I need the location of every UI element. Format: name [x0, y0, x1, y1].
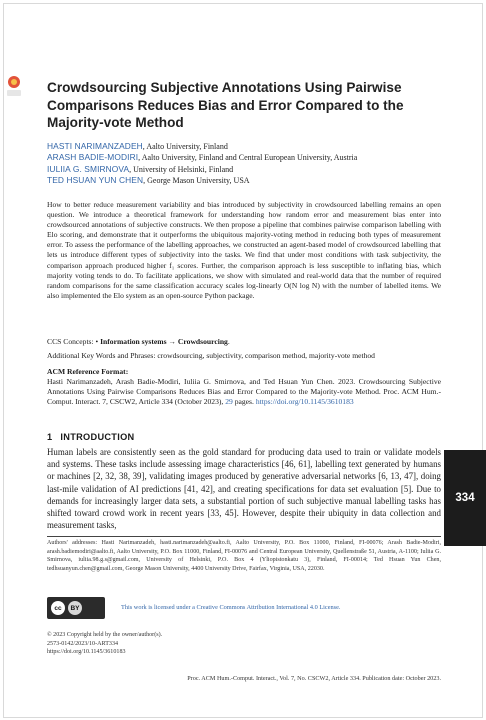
introduction-paragraph: Human labels are consistently seen as the gold standard for producing data used to train or validate models and systems. These tasks include assessing image characteristics [46, 61], labelling text generated by humans or machines [2, 32, 38, 39], validating images produced by generative adversarial networks [6, 13, 47], doing last-mile validation of AI predictions [41, 42], and creating specifications for data set evaluation [5]. Due to demands for increasingly larger data sets, a substantial portion of such subjective manual labelling tasks has shifted toward crowd work in recent years [33, 45]. However, despite their ubiquity in data collection and measurement tasks, [47, 447, 441, 531]
author-name: IULIIA G. SMIRNOVA [47, 163, 130, 174]
issn-line: 2573-0142/2023/10-ART334 [47, 640, 119, 647]
acm-reference-text: Hasti Narimanzadeh, Arash Badie-Modiri, Iuliia G. Smirnova, and Ted Hsuan Yun Chen. 2023. Crowdsourcing Subjective Annotations Using Pairwise Comparisons Reduces Bias and Error Compared to the Majority-vote Method. Proc. ACM Hum.-Comput. Interact. 7, CSCW2, Article 334 (October 2023), [47, 377, 441, 406]
section-number: 1 [47, 432, 53, 442]
author-name: TED HSUAN YUN CHEN [47, 175, 144, 186]
by-glyph: BY [68, 601, 82, 615]
author-affiliation: , Aalto University, Finland and Central European University, Austria [138, 153, 358, 163]
article-number-tab [444, 450, 486, 546]
section-heading [47, 432, 134, 442]
ccs-end: . [227, 337, 230, 346]
acm-reference [47, 377, 441, 407]
author-affiliation: , George Mason University, USA [143, 176, 250, 186]
authors-addresses-footnote: Authors' addresses: Hasti Narimanzadeh, hasti.narimanzadeh@aalto.fi, Aalto University, P.O. Box 11000, Finland, FI-00076; Arash Badie-Modiri, arash.badiemodiri@aalto.fi, Aalto University, P.O. Box 11000, Finland, FI-00076 and Central European University, Quellenstraße 51, Austria, A-1100; Iuliia G. Smirnova, iuliia.98.g.s@gmail.com, University of Helsinki, P.O. Box 4 (Yliopistonkatu 3), Finland, FI-00014; Ted Hsuan Yun Chen, tedhsuanyun.chen@gmail.com, George Mason University, 4400 University Drive, Fairfax, Virginia, USA, 22030. [47, 540, 441, 572]
ccs-concepts [47, 337, 441, 347]
footnote-rule [47, 536, 441, 537]
check-for-updates-icon[interactable] [7, 76, 21, 98]
author-line [47, 141, 447, 152]
acm-reference-heading: ACM Reference Format: [47, 367, 129, 376]
author-name: ARASH BADIE-MODIRI [47, 152, 139, 163]
creative-commons-icon[interactable] [47, 597, 105, 619]
page-count-link[interactable]: 29 [225, 397, 233, 406]
doi-link[interactable]: https://doi.org/10.1145/3610183 [255, 397, 354, 406]
keywords: Additional Key Words and Phrases: crowdsourcing, subjectivity, comparison method, majority-vote method [47, 351, 375, 360]
author-name: HASTI NARIMANZADEH [47, 141, 143, 151]
copyright-line: © 2023 Copyright held by the owner/author(s). [47, 632, 163, 638]
author-line [47, 164, 447, 175]
article-number: 334 [455, 492, 475, 504]
running-footer: Proc. ACM Hum.-Comput. Interact., Vol. 7, No. CSCW2, Article 334. Publication date: October 2023. [187, 675, 441, 682]
author-affiliation: , University of Helsinki, Finland [129, 164, 234, 174]
page-count-suffix: pages. [232, 397, 254, 406]
author-line [47, 175, 447, 186]
author-list [47, 141, 447, 187]
author-affiliation: , Aalto University, Finland [142, 142, 228, 151]
abstract: How to better reduce measurement variability and bias introduced by subjectivity in crowdsourced labelling remains an open question. We introduce a theoretical framework for understanding how random error and measurement bias enter into crowdsourced annotations of subjective constructs. We then propose a pipeline that combines pairwise comparison labelling with Elo scoring, and demonstrate that it outperforms the ubiquitous majority-voting method in reducing both types of measurement error. To assess the performance of the labelling approaches, we constructed an agent-based model of crowdsourced labelling that lets us introduce different types of subjectivity into the tasks. We find that under most conditions with task subjectivity, the comparison approach produced higher f₁ scores. Further, the comparison approach is less susceptible to inflating bias, which majority voting tends to do. To facilitate applications, we show with simulated and real-world data that the number of required random comparisons for the same classification accuracy scales log-linearly O(N log N) with the number of labelled items. We also implemented the Elo system as an open-source Python package. [47, 200, 441, 300]
copyright-block [47, 631, 441, 657]
section-title: INTRODUCTION [60, 432, 135, 442]
license-text-link[interactable]: This work is licensed under a Creative Commons Attribution International 4.0 License. [121, 604, 341, 611]
cc-glyph: cc [51, 601, 65, 615]
author-line [47, 152, 447, 163]
copyright-doi-line[interactable]: https://doi.org/10.1145/3610183 [47, 649, 126, 656]
ccs-concept: Information systems → Crowdsourcing [100, 337, 228, 346]
paper-title: Crowdsourcing Subjective Annotations Using Pairwise Comparisons Reduces Bias and Error Compared to the Majority-vote Method [47, 80, 404, 130]
ccs-label: CCS Concepts: • [47, 337, 99, 346]
